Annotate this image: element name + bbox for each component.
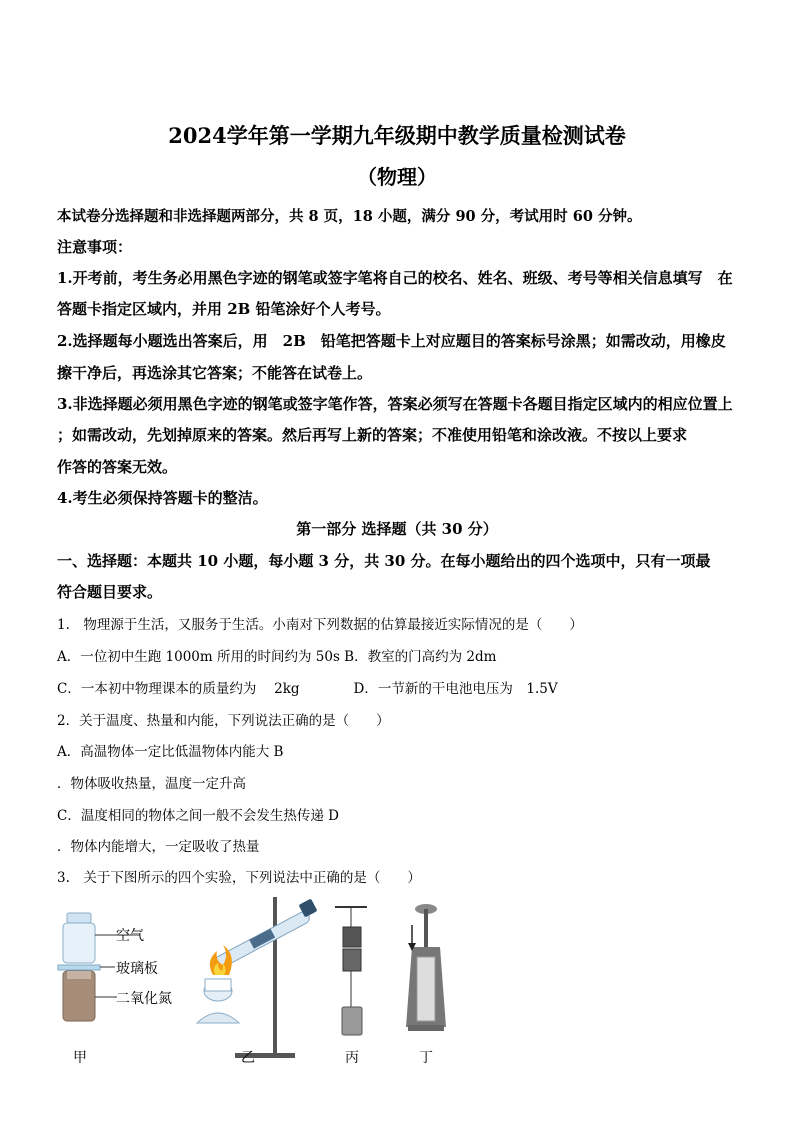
label-air: 空气 <box>116 928 144 944</box>
lead-blocks <box>335 907 367 1035</box>
page-title: 2024学年第一学期九年级期中教学质量检测试卷 <box>168 123 626 148</box>
air-compression-cylinder <box>406 904 446 1031</box>
part-heading-line: 一、选择题：本题共 10 小题，每小题 3 分，共 30 分。在每小题给出的四个选项中，只有一项最 <box>57 552 711 570</box>
caption-jia: 甲 <box>73 1050 87 1066</box>
notes-heading: 注意事项： <box>57 238 133 256</box>
label-glass: 玻璃板 <box>116 961 158 977</box>
note-line: 2.选择题每小题选出答案后，用 2B 铅笔把答题卡上对应题目的答案标号涂黑；如需改动，用橡皮 <box>57 332 726 350</box>
caption-bing: 丙 <box>345 1050 359 1066</box>
question-1: 1. 物理源于生活，又服务于生活。小南对下列数据的估算最接近实际情况的是（ ） <box>57 617 583 633</box>
note-line: 擦干净后，再选涂其它答案；不能答在试卷上。 <box>57 364 373 382</box>
question-2-option-line: ．物体内能增大，一定吸收了热量 <box>57 839 260 855</box>
note-line: 作答的答案无效。 <box>57 458 178 476</box>
label-nitrogen-dioxide: 二氧化氮 <box>116 991 172 1007</box>
question-1-options-cd: C．一本初中物理课本的质量约为 2kg D．一节新的干电池电压为 1.5V <box>57 681 558 697</box>
part-heading-line: 符合题目要求。 <box>57 583 163 601</box>
caption-ding: 丁 <box>419 1050 433 1066</box>
experiment-figure <box>55 895 475 1070</box>
question-3: 3. 关于下图所示的四个实验，下列说法中正确的是（ ） <box>57 870 421 886</box>
question-2-option-line: C．温度相同的物体之间一般不会发生热传递 D <box>57 808 339 824</box>
caption-yi: 乙 <box>241 1050 255 1066</box>
question-2-option-line: A．高温物体一定比低温物体内能大 B <box>57 744 284 760</box>
question-1-options-ab: A．一位初中生跑 1000m 所用的时间约为 50s B．教室的门高约为 2dm <box>57 649 497 665</box>
note-line: 4.考生必须保持答题卡的整洁。 <box>57 489 268 507</box>
note-line: ；如需改动，先划掉原来的答案。然后再写上新的答案；不准使用铅笔和涂改液。不按以上要求 <box>57 426 688 444</box>
question-2-option-line: ．物体吸收热量，温度一定升高 <box>57 776 246 792</box>
question-2: 2．关于温度、热量和内能，下列说法正确的是（ ） <box>57 713 390 729</box>
page-subtitle: （物理） <box>357 165 437 189</box>
section-title: 第一部分 选择题（共 30 分） <box>296 520 498 538</box>
note-line: 答题卡指定区域内，并用 2B 铅笔涂好个人考号。 <box>57 300 391 318</box>
experiment-illustration <box>55 895 475 1070</box>
note-line: 1.开考前，考生务必用黑色字迹的钢笔或签字笔将自己的校名、姓名、班级、考号等相关信息填写 在 <box>57 269 733 287</box>
note-line: 3.非选择题必须用黑色字迹的钢笔或签字笔作答，答案必须写在答题卡各题目指定区域内的相应位置上 <box>57 395 733 413</box>
exam-intro: 本试卷分选择题和非选择题两部分，共 8 页，18 小题，满分 90 分，考试用时 60 分钟。 <box>57 208 642 225</box>
test-tube-heating <box>197 897 317 1058</box>
